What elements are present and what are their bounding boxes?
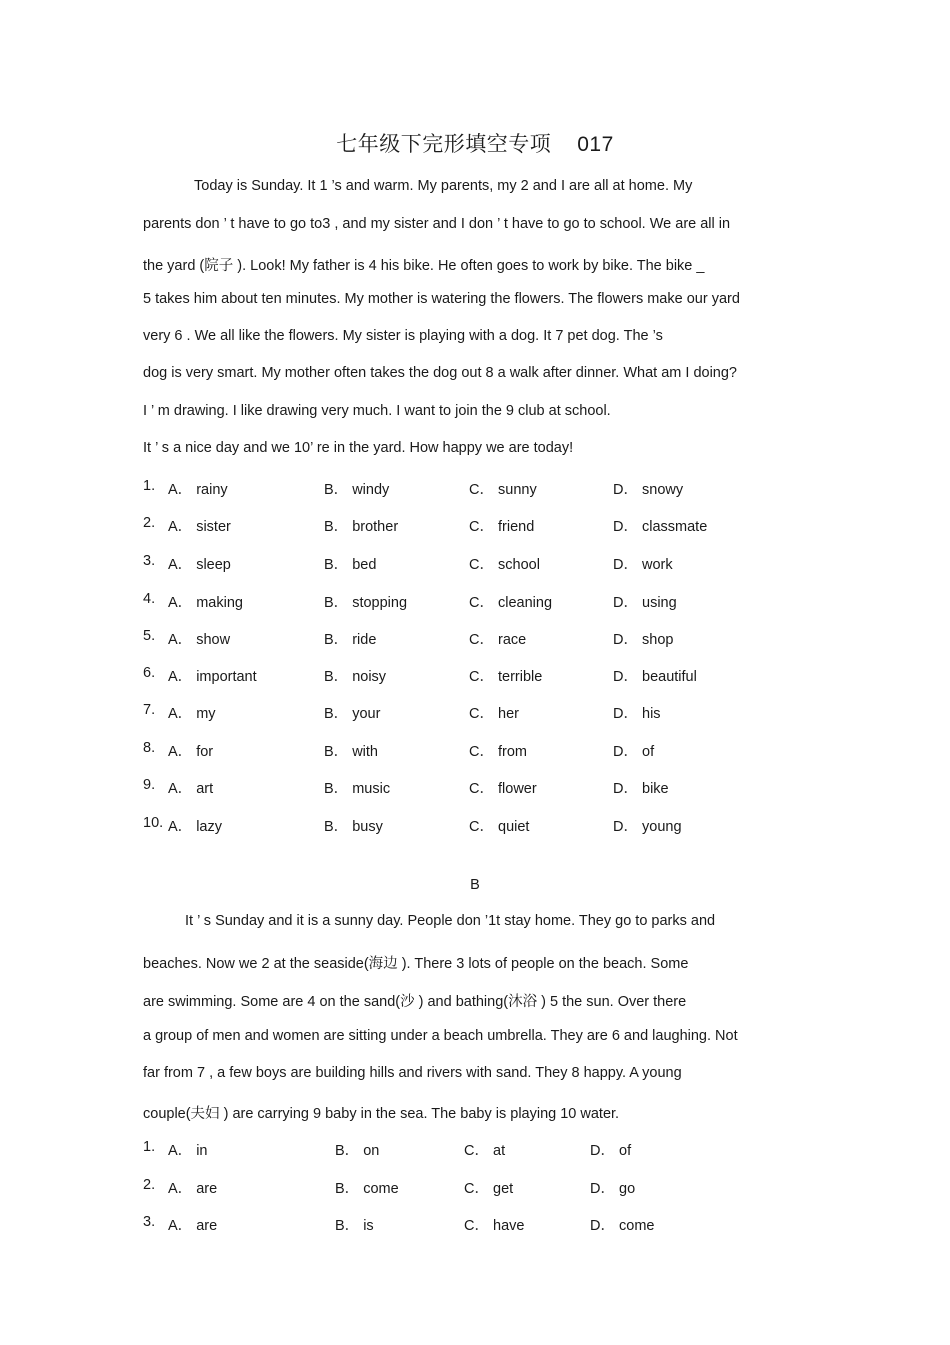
option-b: B． with: [324, 744, 378, 760]
question-number: 1.: [143, 1139, 156, 1155]
option-a: A． are: [168, 1218, 218, 1234]
option-b: B． stopping: [324, 595, 408, 611]
option-c: C． race: [469, 632, 527, 648]
question-number: 9.: [143, 777, 156, 793]
question-number: 5.: [143, 628, 156, 644]
option-a: A． art: [168, 781, 214, 797]
passage-line: far from 7 , a few boys are building hills and rivers with sand. They 8 happy. A young: [143, 1065, 682, 1081]
question-number: 2.: [143, 1177, 156, 1193]
passage-line: It ’ s Sunday and it is a sunny day. People don ’1t stay home. They go to parks and: [185, 913, 716, 929]
option-row: [143, 591, 783, 611]
option-d: D． young: [613, 819, 682, 835]
option-d: D． shop: [613, 632, 674, 648]
option-row: [143, 777, 783, 797]
question-number: 7.: [143, 702, 156, 718]
option-row: [143, 1177, 783, 1197]
option-a: A． making: [168, 595, 243, 611]
option-c: C． her: [469, 706, 519, 722]
option-a: A． show: [168, 632, 231, 648]
passage-line: beaches. Now we 2 at the seaside(海边 ). There 3 lots of people on the beach. Some: [143, 956, 689, 972]
option-row: [143, 628, 783, 648]
question-number: 1.: [143, 478, 156, 494]
option-d: D． using: [613, 595, 677, 611]
option-b: B． ride: [324, 632, 377, 648]
option-a: A． important: [168, 669, 257, 685]
option-row: [143, 665, 783, 685]
option-c: C． sunny: [469, 482, 537, 498]
option-d: D． go: [590, 1181, 636, 1197]
option-b: B． windy: [324, 482, 390, 498]
option-row: [143, 1214, 783, 1234]
option-c: C． quiet: [469, 819, 530, 835]
option-a: A． sleep: [168, 557, 231, 573]
option-d: D． of: [613, 744, 655, 760]
option-c: C． friend: [469, 519, 535, 535]
option-row: [143, 553, 783, 573]
question-number: 8.: [143, 740, 156, 756]
option-c: C． terrible: [469, 669, 543, 685]
option-row: [143, 702, 783, 722]
option-row: [143, 815, 783, 835]
option-d: D． snowy: [613, 482, 684, 498]
option-a: A． lazy: [168, 819, 222, 835]
option-b: B． noisy: [324, 669, 387, 685]
passage-line: couple(夫妇 ) are carrying 9 baby in the sea. The baby is playing 10 water.: [143, 1106, 620, 1122]
passage-line: very 6 . We all like the flowers. My sister is playing with a dog. It 7 pet dog. The ’s: [143, 328, 663, 344]
question-number: 2.: [143, 515, 156, 531]
option-d: D． work: [613, 557, 673, 573]
option-c: C． at: [464, 1143, 506, 1159]
passage-line: Today is Sunday. It 1 ’s and warm. My parents, my 2 and I are all at home. My: [194, 178, 693, 194]
passage-line: parents don ’ t have to go to3 , and my sister and I don ’ t have to go to school. We are all in: [143, 216, 731, 232]
option-b: B． bed: [324, 557, 377, 573]
option-c: C． have: [464, 1218, 525, 1234]
page-title: [0, 128, 950, 158]
option-a: A． my: [168, 706, 216, 722]
option-row: [143, 1139, 783, 1159]
option-b: B． come: [335, 1181, 399, 1197]
option-b: B． music: [324, 781, 391, 797]
option-a: A． rainy: [168, 482, 228, 498]
question-number: 10.: [143, 815, 164, 831]
option-b: B． brother: [324, 519, 399, 535]
passage-line: dog is very smart. My mother often takes the dog out 8 a walk after dinner. What am I doing?: [143, 365, 737, 381]
section-b-label: B: [470, 877, 480, 893]
question-number: 6.: [143, 665, 156, 681]
question-number: 3.: [143, 553, 156, 569]
passage-line: the yard (院子 ). Look! My father is 4 his bike. He often goes to work by bike. The bike _: [143, 258, 705, 274]
option-c: C． flower: [469, 781, 537, 797]
option-c: C． cleaning: [469, 595, 553, 611]
passage-line: I ’ m drawing. I like drawing very much. I want to join the 9 club at school.: [143, 403, 611, 419]
option-d: D． his: [613, 706, 661, 722]
option-a: A． in: [168, 1143, 208, 1159]
option-d: D． bike: [613, 781, 669, 797]
option-b: B． on: [335, 1143, 380, 1159]
passage-line: a group of men and women are sitting under a beach umbrella. They are 6 and laughing. Not: [143, 1028, 738, 1044]
option-row: [143, 515, 783, 535]
question-number: 4.: [143, 591, 156, 607]
option-d: D． classmate: [613, 519, 708, 535]
option-a: A． sister: [168, 519, 231, 535]
passage-line: 5 takes him about ten minutes. My mother is watering the flowers. The flowers make our yard: [143, 291, 740, 307]
option-d: D． beautiful: [613, 669, 697, 685]
option-a: A． are: [168, 1181, 218, 1197]
option-row: [143, 478, 783, 498]
option-d: D． of: [590, 1143, 632, 1159]
option-b: B． is: [335, 1218, 374, 1234]
option-a: A． for: [168, 744, 214, 760]
option-b: B． busy: [324, 819, 383, 835]
option-c: C． from: [469, 744, 527, 760]
option-d: D． come: [590, 1218, 655, 1234]
option-row: [143, 740, 783, 760]
option-c: C． get: [464, 1181, 514, 1197]
passage-line: are swimming. Some are 4 on the sand(沙 ) and bathing(沐浴 ) 5 the sun. Over there: [143, 994, 687, 1010]
option-b: B． your: [324, 706, 381, 722]
question-number: 3.: [143, 1214, 156, 1230]
option-c: C． school: [469, 557, 540, 573]
title-number: 017: [577, 133, 614, 156]
passage-line: It ’ s a nice day and we 10’ re in the yard. How happy we are today!: [143, 440, 574, 456]
title-text: 七年级下完形填空专项: [336, 133, 552, 156]
